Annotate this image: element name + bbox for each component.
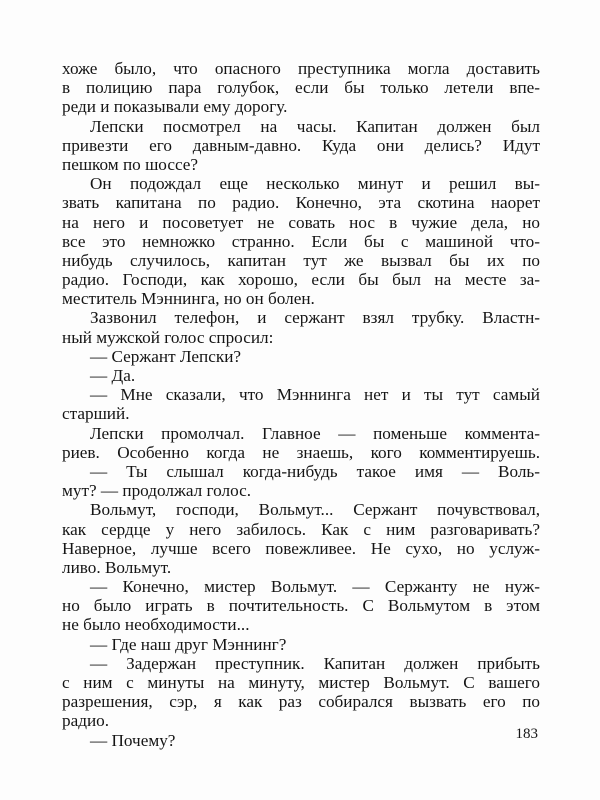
text-line: — Да. — [90, 366, 136, 385]
text-line: — Задержан преступник. Капитан должен прибыть — [90, 653, 540, 673]
text-line: мут? — продолжал голос. — [62, 481, 252, 501]
text-line: — Сержант Лепски? — [90, 346, 242, 366]
text-line: Он подождал еще несколько минут и решил вы- — [90, 174, 540, 194]
text-line: с ним с минуты на минуту, мистер Вольмут. С вашего — [62, 673, 540, 692]
text-line: пешком по шоссе? — [62, 154, 199, 174]
text-line: как сердце у него забилось. Как с ним разговаривать? — [62, 519, 540, 539]
text-line: все это немножко странно. Если бы с машиной что- — [62, 231, 540, 251]
text-line: не было необходимости... — [62, 615, 250, 635]
text-line: — Где наш друг Мэннинг? — [90, 634, 287, 654]
text-line: звать капитана по радио. Конечно, эта скотина наорет — [62, 193, 540, 213]
text-line: старший. — [62, 404, 130, 424]
text-line: Лепски посмотрел на часы. Капитан должен был — [90, 116, 540, 136]
text-line: Наверное, лучше всего повежливее. Не сухо, но услуж- — [62, 538, 540, 558]
text-line: ный мужской голос спросил: — [62, 327, 274, 347]
text-line: — Мне сказали, что Мэннинга нет и ты тут самый — [90, 385, 540, 405]
body-text — [62, 59, 540, 750]
text-line: ливо. Вольмут. — [62, 557, 172, 577]
text-line: риев. Особенно когда не знаешь, кого комментируешь. — [62, 442, 540, 462]
page-number: 183 — [515, 726, 538, 742]
text-line: радио. Господи, как хорошо, если бы был на месте за- — [62, 270, 540, 290]
text-line: в полицию пара голубок, если бы только летели впе- — [62, 78, 540, 98]
text-line: — Ты слышал когда-нибудь такое имя — Воль- — [90, 461, 540, 481]
text-line: нибудь случилось, капитан тут же вызвал бы их по — [62, 250, 540, 270]
text-line: радио. — [62, 711, 110, 731]
text-line: но было играть в почтительность. С Вольмутом в этом — [62, 596, 540, 616]
text-line: Лепски промолчал. Главное — поменьше коммента- — [90, 423, 540, 443]
text-line: реди и показывали ему дорогу. — [62, 97, 288, 117]
text-line: разрешения, сэр, я как раз собирался вызвать его по — [62, 692, 540, 712]
text-line: — Конечно, мистер Вольмут. — Сержанту не нуж- — [90, 577, 540, 597]
text-line: — Почему? — [90, 730, 176, 750]
text-line: хоже было, что опасного преступника могла доставить — [62, 59, 540, 78]
text-line: меститель Мэннинга, но он болен. — [62, 289, 315, 309]
text-line: привезти его давным-давно. Куда они делись? Идут — [62, 135, 540, 155]
text-line: на него и посоветует не совать нос в чужие дела, но — [62, 212, 540, 232]
text-line: Зазвонил телефон, и сержант взял трубку. Властн- — [90, 308, 540, 328]
text-line: Вольмут, господи, Вольмут... Сержант почувствовал, — [90, 500, 540, 520]
